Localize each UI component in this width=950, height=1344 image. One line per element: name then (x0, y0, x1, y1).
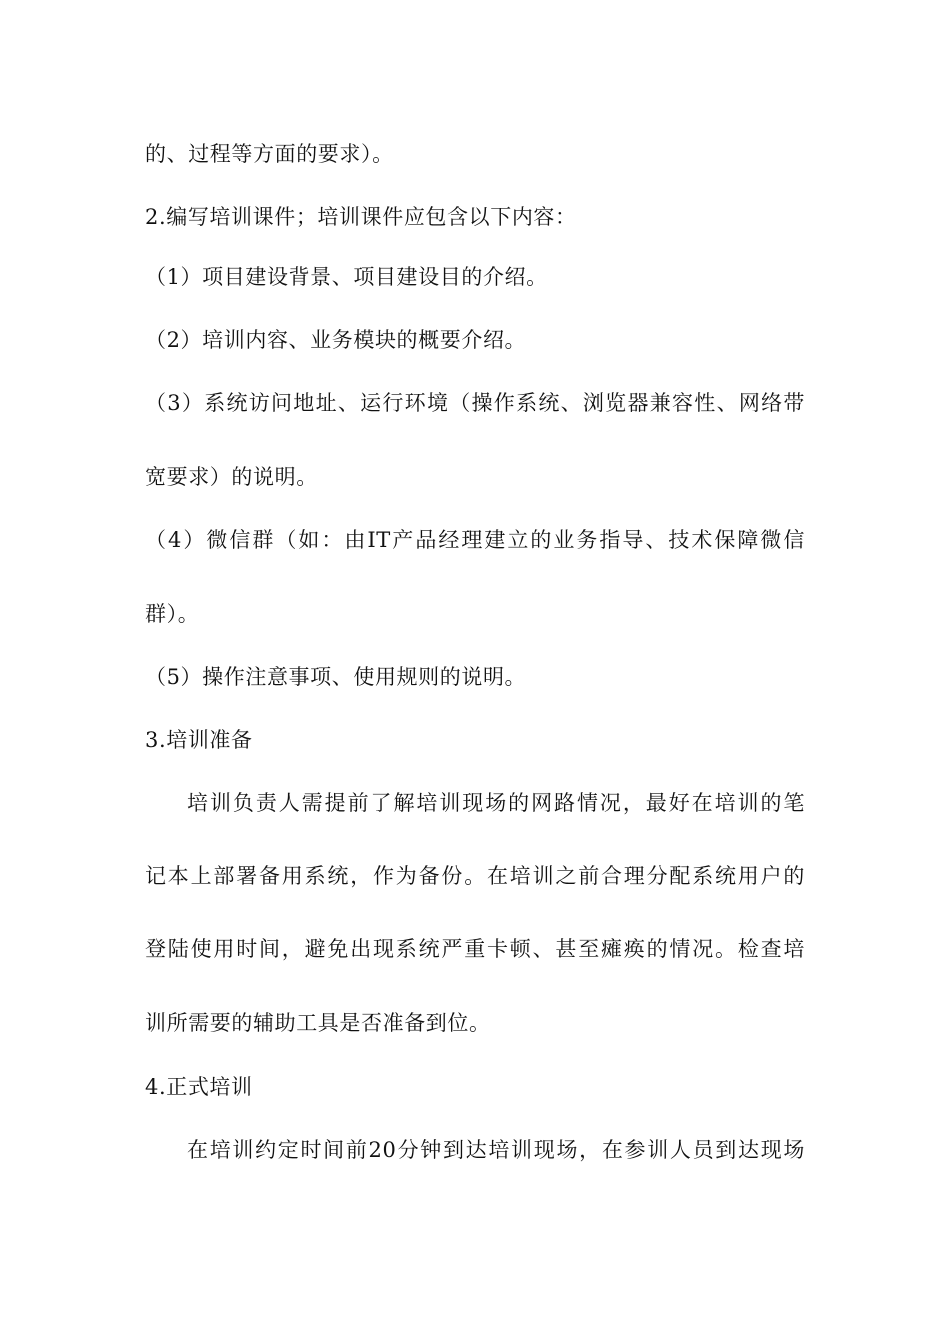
list-item-2: （2）培训内容、业务模块的概要介绍。 (145, 328, 527, 352)
heading-training-preparation: 3.培训准备 (145, 728, 253, 752)
heading-courseware: 2.编写培训课件；培训课件应包含以下内容： (145, 205, 577, 229)
heading-formal-training: 4.正式培训 (145, 1075, 253, 1099)
list-item-3-line-2: 宽要求）的说明。 (145, 465, 318, 489)
paragraph-formal-training-line-1: 在培训约定时间前20分钟到达培训现场，在参训人员到达现场 (187, 1138, 805, 1162)
list-item-5: （5）操作注意事项、使用规则的说明。 (145, 665, 527, 689)
text-line-requirements-end: 的、过程等方面的要求）。 (145, 142, 394, 166)
paragraph-preparation-line-3: 登陆使用时间，避免出现系统严重卡顿、甚至瘫痪的情况。检查培 (145, 937, 805, 961)
list-item-4-line-1: （4）微信群（如：由IT产品经理建立的业务指导、技术保障微信 (145, 528, 805, 552)
list-item-4-line-2: 群）。 (145, 602, 200, 626)
paragraph-preparation-line-4: 训所需要的辅助工具是否准备到位。 (145, 1011, 491, 1035)
paragraph-preparation-line-1: 培训负责人需提前了解培训现场的网路情况，最好在培训的笔 (187, 791, 805, 815)
list-item-3-line-1: （3）系统访问地址、运行环境（操作系统、浏览器兼容性、网络带 (145, 391, 805, 415)
list-item-1: （1）项目建设背景、项目建设目的介绍。 (145, 265, 548, 289)
paragraph-preparation-line-2: 记本上部署备用系统，作为备份。在培训之前合理分配系统用户的 (145, 864, 805, 888)
